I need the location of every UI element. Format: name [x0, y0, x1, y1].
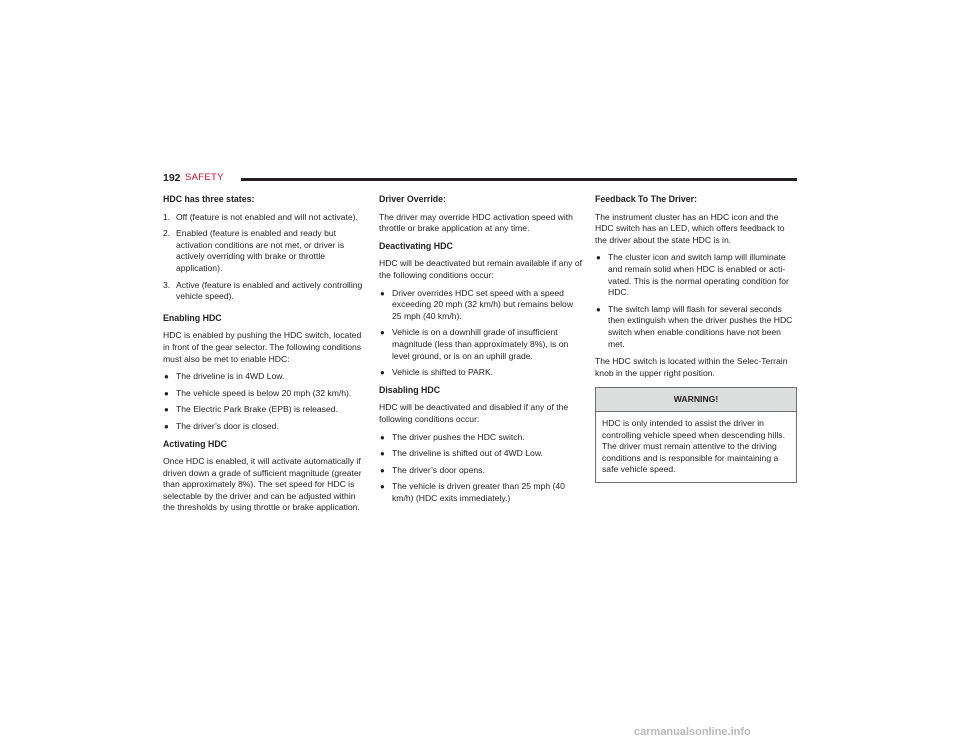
column-2 — [379, 194, 584, 510]
disabling-heading: Disabling HDC — [379, 384, 441, 395]
list-item: ● The driveline is in 4WD Low. — [163, 371, 367, 383]
watermark: carmanualsonline.info — [634, 726, 751, 738]
list-item: ● Vehicle is shifted to PARK. — [379, 367, 584, 379]
column-1 — [163, 194, 367, 520]
list-item: ● The driver’s door is closed. — [163, 421, 367, 433]
list-item: ● The driver pushes the HDC switch. — [379, 432, 584, 444]
deactivating-intro: HDC will be deactivated but remain available if any of the following conditions occur: — [379, 258, 583, 280]
enabling-heading: Enabling HDC — [163, 312, 222, 323]
list-item: ● The driver’s door opens. — [379, 465, 584, 477]
list-item: 1. Off (feature is not enabled and will not activate). — [163, 211, 358, 222]
feedback-heading: Feedback To The Driver: — [595, 194, 698, 204]
override-text: The driver may override HDC activation speed with throttle or brake application at any time. — [379, 211, 573, 234]
feedback-intro: The instrument cluster has an HDC icon and the HDC switch has an LED, which offers feedback to the driver about the state HDC is in. — [595, 211, 785, 245]
list-item: ● The cluster icon and switch lamp will illuminate and remain solid when HDC is enabled or acti-vated. This is the normal operating condition for HDC. — [595, 252, 797, 298]
warning-text: HDC is only intended to assist the driver in controlling vehicle speed when descending hills. The driver must remain attentive to the driving conditions and is responsible for maintaining a safe vehicle speed. — [602, 417, 785, 475]
feedback-list — [595, 252, 797, 350]
states-list — [163, 212, 367, 303]
states-heading: HDC has three states: — [163, 194, 255, 204]
disabling-intro: HDC will be deactivated and disabled if any of the following conditions occur: — [379, 402, 569, 424]
list-item: ● The Electric Park Brake (EPB) is released. — [163, 404, 367, 416]
enabling-list — [163, 371, 367, 432]
warning-box — [595, 387, 797, 483]
deactivating-list — [379, 288, 584, 379]
page-number: 192 — [163, 172, 181, 184]
switch-location-text: The HDC switch is located within the Selec-Terrain knob in the upper right position. — [595, 356, 788, 378]
list-item: ● The vehicle is driven greater than 25 mph (40 km/h) (HDC exits immediately.) — [379, 481, 584, 504]
activating-text: Once HDC is enabled, it will activate automatically if driven down a grade of sufficient magnitude (greater than approximately 8%). The set speed for HDC is selectable by the driver and can be adjusted within the thresholds by using throttle or brake application. — [163, 456, 362, 513]
list-item: ● Driver overrides HDC set speed with a speed exceeding 20 mph (32 km/h) but remains below 25 mph (40 km/h). — [379, 288, 584, 323]
activating-heading: Activating HDC — [163, 438, 228, 449]
deactivating-heading: Deactivating HDC — [379, 240, 453, 251]
page-header — [163, 172, 797, 188]
list-item: ● The switch lamp will flash for several seconds then extinguish when the driver pushes the HDC switch when enable conditions have not been met. — [595, 304, 797, 350]
list-item: 3. Active (feature is enabled and actively controlling vehicle speed). — [163, 279, 363, 302]
section-title: SAFETY — [185, 172, 224, 183]
header-rule — [241, 178, 797, 181]
column-3 — [595, 194, 797, 483]
disabling-list — [379, 432, 584, 505]
override-heading: Driver Override: — [379, 194, 446, 204]
list-item: ● The driveline is shifted out of 4WD Low. — [379, 448, 584, 460]
enabling-intro: HDC is enabled by pushing the HDC switch, located in front of the gear selector. The following conditions must also be met to enable HDC: — [163, 330, 362, 364]
list-item: ● The vehicle speed is below 20 mph (32 km/h). — [163, 388, 367, 400]
warning-title: WARNING! — [596, 388, 796, 412]
list-item: ● Vehicle is on a downhill grade of insufficient magnitude (less than approximately 8%), is on level ground, or is on an uphill grade. — [379, 327, 584, 362]
list-item: 2. Enabled (feature is enabled and ready but activation conditions are not met, or driver is actively overriding with brake or throttle application). — [163, 228, 345, 273]
